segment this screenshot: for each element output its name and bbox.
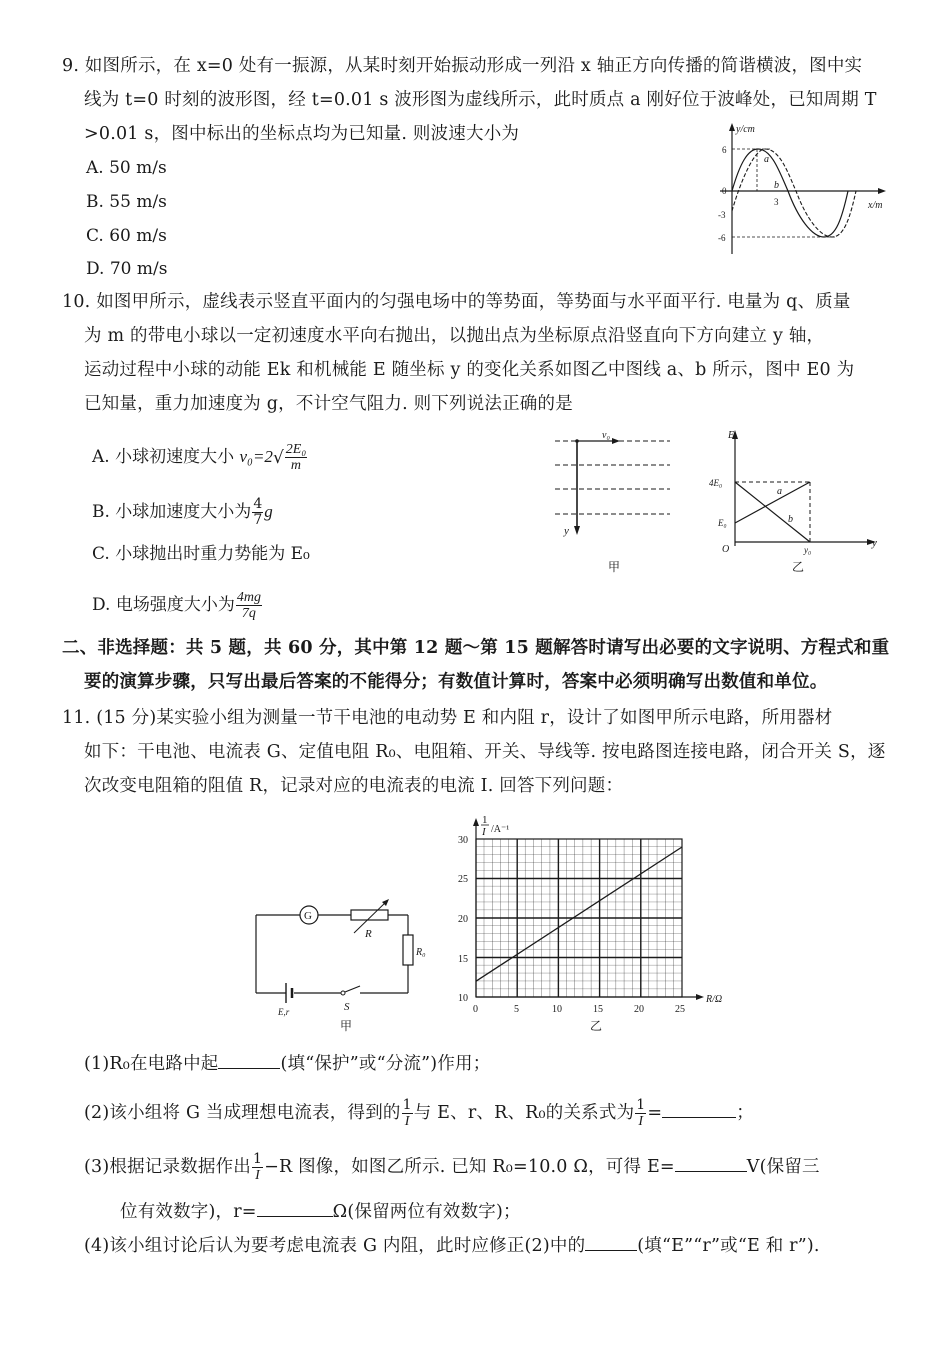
answer-blank-2[interactable] [662,1099,736,1118]
v0-label: v₀ [602,430,610,441]
caption-jia: 甲 [608,560,621,574]
galvanometer-label: G [304,910,312,922]
q11-stem-line1: 11. (15 分)某实验小组为测量一节干电池的电动势 E 和内阻 r，设计了如图甲所示电路，所用器材 [62,708,833,728]
answer-blank-1[interactable] [218,1050,280,1069]
q9-stem-line1: 9. 如图所示，在 x=0 处有一振源，从某时刻开始振动形成一列沿 x 轴正方向传播的简谐横波，图中实 [62,56,863,76]
tick-minus3: -3 [718,210,726,220]
tick-0: 0 [722,186,727,196]
answer-blank-r[interactable] [257,1198,333,1217]
y-tick-20: 20 [458,914,468,925]
q9-option-b: B. 55 m/s [86,192,167,212]
q10-option-a: A. 小球初速度大小 v₀=2√ $\frac{\text{2E₀}}{m}$ [92,442,307,473]
y-tick-15: 15 [458,954,468,965]
x-tick-5: 5 [514,1004,519,1015]
q10-stem-line2: 为 m 的带电小球以一定初速度水平向右抛出，以抛出点为坐标原点沿竖直向下方向建立 y 轴， [84,326,825,346]
y-tick-25: 25 [458,874,468,885]
section2-line1: 二、非选择题：共 5 题，共 60 分，其中第 12 题～第 15 题解答时请写出必要的文字说明、方程式和重 [62,638,890,658]
q9-stem-line2: 线为 t=0 时刻的波形图，经 t=0.01 s 波形图为虚线所示，此时质点 a 刚好位于波峰处，已知周期 T [84,90,877,110]
q9-option-a: A. 50 m/s [86,158,167,178]
y-label-num: 1 [482,814,488,826]
sqrt-symbol: √ [272,447,284,468]
rheostat-label: R [365,928,372,940]
y-label: y [564,525,569,537]
x-tick-20: 20 [634,1004,644,1015]
x-tick-10: 10 [552,1004,562,1015]
point-a-label: a [764,154,769,165]
battery-label: E,r [278,1007,290,1017]
q11-stem-line3: 次改变电阻箱的阻值 R，记录对应的电流表的电流 I. 回答下列问题： [84,776,624,796]
y-tick-30: 30 [458,835,468,846]
tick-x-3: 3 [774,197,779,207]
point-b-label: b [774,180,779,191]
q10-option-c: C. 小球抛出时重力势能为 E₀ [92,544,310,564]
q11-sub3: (3)根据记录数据作出 $\frac{1}{I}$ −R 图像，如图乙所示. 已知 R₀=10.0 Ω，可得 E= V(保留三 [84,1151,820,1183]
x-axis-label: x/m [868,200,883,211]
tick-4E0: 4E₀ [709,478,723,488]
q9-stem-line3: >0.01 s，图中标出的坐标点均为已知量. 则波速大小为 [84,124,520,144]
x-tick-15: 15 [593,1004,603,1015]
q9-option-d: D. 70 m/s [86,259,168,279]
y-axis-label: y/cm [736,124,755,135]
q11-stem-line2: 如下：干电池、电流表 G、定值电阻 R₀、电阻箱、开关、导线等. 按电路图连接电路，闭合开关 S，逐 [84,742,886,762]
origin-label: O [722,544,730,555]
q11-circuit-diagram [248,895,428,1035]
resistor-R0-label: R₀ [416,947,426,958]
q10-stem-line4: 已知量，重力加速度为 g，不计空气阻力. 则下列说法正确的是 [84,394,573,414]
q11-sub3-line2: 位有效数字)，r= Ω(保留两位有效数字)； [120,1198,521,1224]
x-axis-label: R/Ω [706,994,723,1005]
q11-sub2: (2)该小组将 G 当成理想电流表，得到的 $\frac{1}{I}$ 与 E、r、R、R₀的关系式为 $\frac{1}{I}$ = ； [84,1097,754,1129]
q11-graph [448,812,738,1037]
answer-blank-4[interactable] [585,1232,637,1251]
y-axis-label: y [872,537,877,549]
y-tick-10: 10 [458,993,468,1004]
x-tick-25: 25 [675,1004,685,1015]
tick-y0: y₀ [804,545,812,555]
tick-minus6: -6 [718,233,726,243]
x-tick-0: 0 [473,1004,478,1015]
q11-sub4: (4)该小组讨论后认为要考虑电流表 G 内阻，此时应修正(2)中的 (填“E”“r”或“E 和 r”). [84,1232,820,1258]
switch-label: S [344,1001,350,1013]
E-axis-label: E [728,430,735,441]
line-a-label: a [777,486,782,497]
q10-option-b: B. 小球加速度大小为 $\frac{4}{7}$ g [92,496,273,528]
q9-option-c: C. 60 m/s [86,226,167,246]
svg-text:/A⁻¹: /A⁻¹ [491,824,510,835]
q10-figure-jia [550,428,680,578]
q10-stem-line1: 10. 如图甲所示，虚线表示竖直平面内的匀强电场中的等势面，等势面与水平面平行. 电量为 q、质量 [62,292,851,312]
q10-option-d: D. 电场强度大小为 $\frac{4mg}{7q}$ [92,590,261,621]
section2-line2: 要的演算步骤，只写出最后答案的不能得分；有数值计算时，答案中必须明确写出数值和单位。 [84,672,828,692]
answer-blank-E[interactable] [675,1153,747,1172]
y-label-den: I [482,826,486,838]
q11-sub1: (1)R₀在电路中起 (填“保护”或“分流”)作用； [84,1050,490,1076]
tick-E0: E₀ [718,518,727,528]
q10-stem-line3: 运动过程中小球的动能 Ek 和机械能 E 随坐标 y 的变化关系如图乙中图线 a、b 所示，图中 E0 为 [84,360,855,380]
caption-yi: 乙 [792,560,805,574]
q9-wave-figure [710,118,910,258]
caption-yi: 乙 [590,1019,603,1033]
q10-figure-yi [700,428,890,578]
caption-jia: 甲 [340,1019,353,1033]
line-b-label: b [788,514,793,525]
tick-6: 6 [722,145,727,155]
